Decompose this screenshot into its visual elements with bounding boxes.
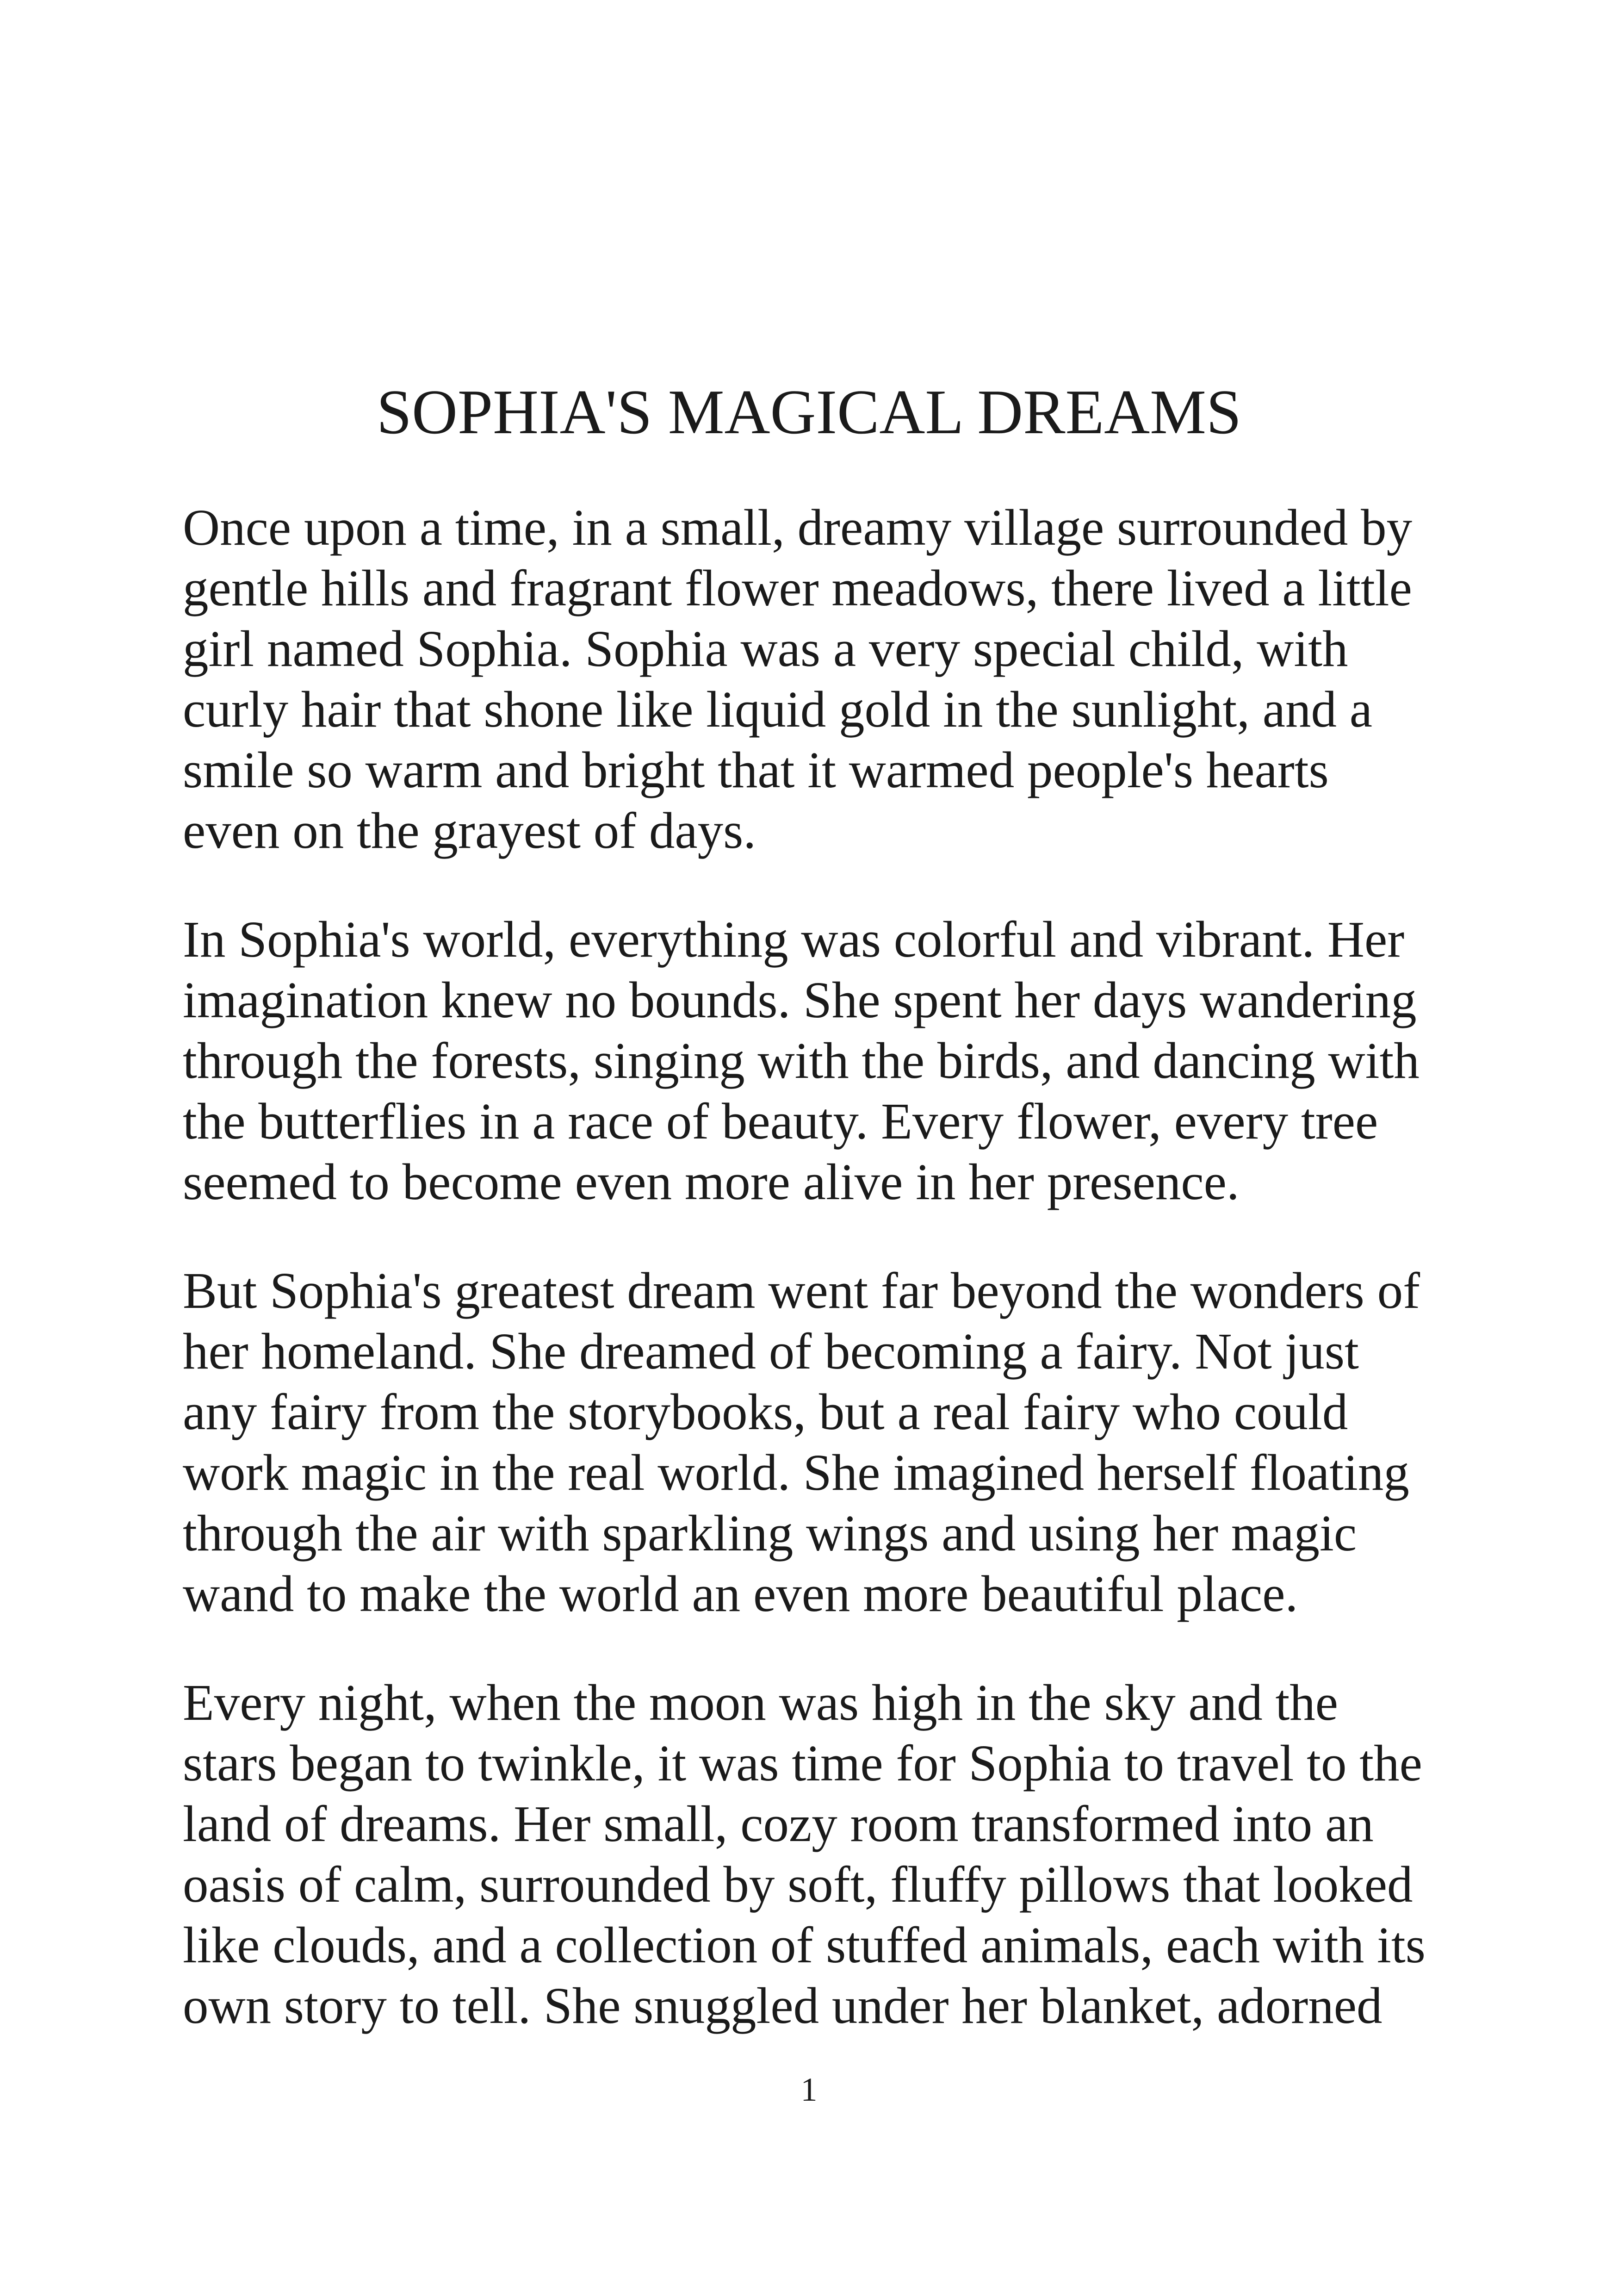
text-line: stars began to twinkle, it was time for Sophia to travel to the (183, 1735, 1422, 1792)
text-line: the butterflies in a race of beauty. Every flower, every tree (183, 1093, 1378, 1150)
text-line: like clouds, and a collection of stuffed animals, each with its (183, 1917, 1426, 1974)
paragraph-1 (183, 498, 1460, 861)
text-line: Once upon a time, in a small, dreamy village surrounded by (183, 499, 1413, 556)
text-line: any fairy from the storybooks, but a real fairy who could (183, 1384, 1348, 1441)
text-line: But Sophia's greatest dream went far beyond the wonders of (183, 1263, 1420, 1319)
text-line: In Sophia's world, everything was colorful and vibrant. Her (183, 911, 1405, 968)
text-line: her homeland. She dreamed of becoming a fairy. Not just (183, 1323, 1359, 1380)
text-line: even on the grayest of days. (183, 803, 756, 859)
text-line: oasis of calm, surrounded by soft, fluffy pillows that looked (183, 1856, 1413, 1913)
text-line: smile so warm and bright that it warmed people's hearts (183, 742, 1329, 799)
paragraph-3 (183, 1261, 1460, 1624)
text-line: seemed to become even more alive in her presence. (183, 1154, 1240, 1211)
text-line: land of dreams. Her small, cozy room transformed into an (183, 1796, 1374, 1853)
text-line: own story to tell. She snuggled under her blanket, adorned (183, 1978, 1382, 2035)
text-line: gentle hills and fragrant flower meadows, there lived a little (183, 560, 1412, 617)
text-line: girl named Sophia. Sophia was a very special child, with (183, 621, 1348, 678)
paragraph-2 (183, 909, 1460, 1213)
text-line: through the forests, singing with the birds, and dancing with (183, 1033, 1420, 1089)
text-line: imagination knew no bounds. She spent her days wandering (183, 972, 1417, 1029)
text-line: through the air with sparkling wings and using her magic (183, 1505, 1357, 1562)
paragraph-4 (183, 1673, 1460, 2036)
text-line: curly hair that shone like liquid gold in the sunlight, and a (183, 681, 1373, 738)
page-title: SOPHIA'S MAGICAL DREAMS (376, 377, 1242, 447)
text-line: wand to make the world an even more beautiful place. (183, 1566, 1298, 1623)
page-number: 1 (800, 2071, 818, 2108)
text-line: work magic in the real world. She imagined herself floating (183, 1444, 1409, 1501)
text-line: Every night, when the moon was high in the sky and the (183, 1674, 1339, 1731)
story-body (183, 498, 1460, 2084)
